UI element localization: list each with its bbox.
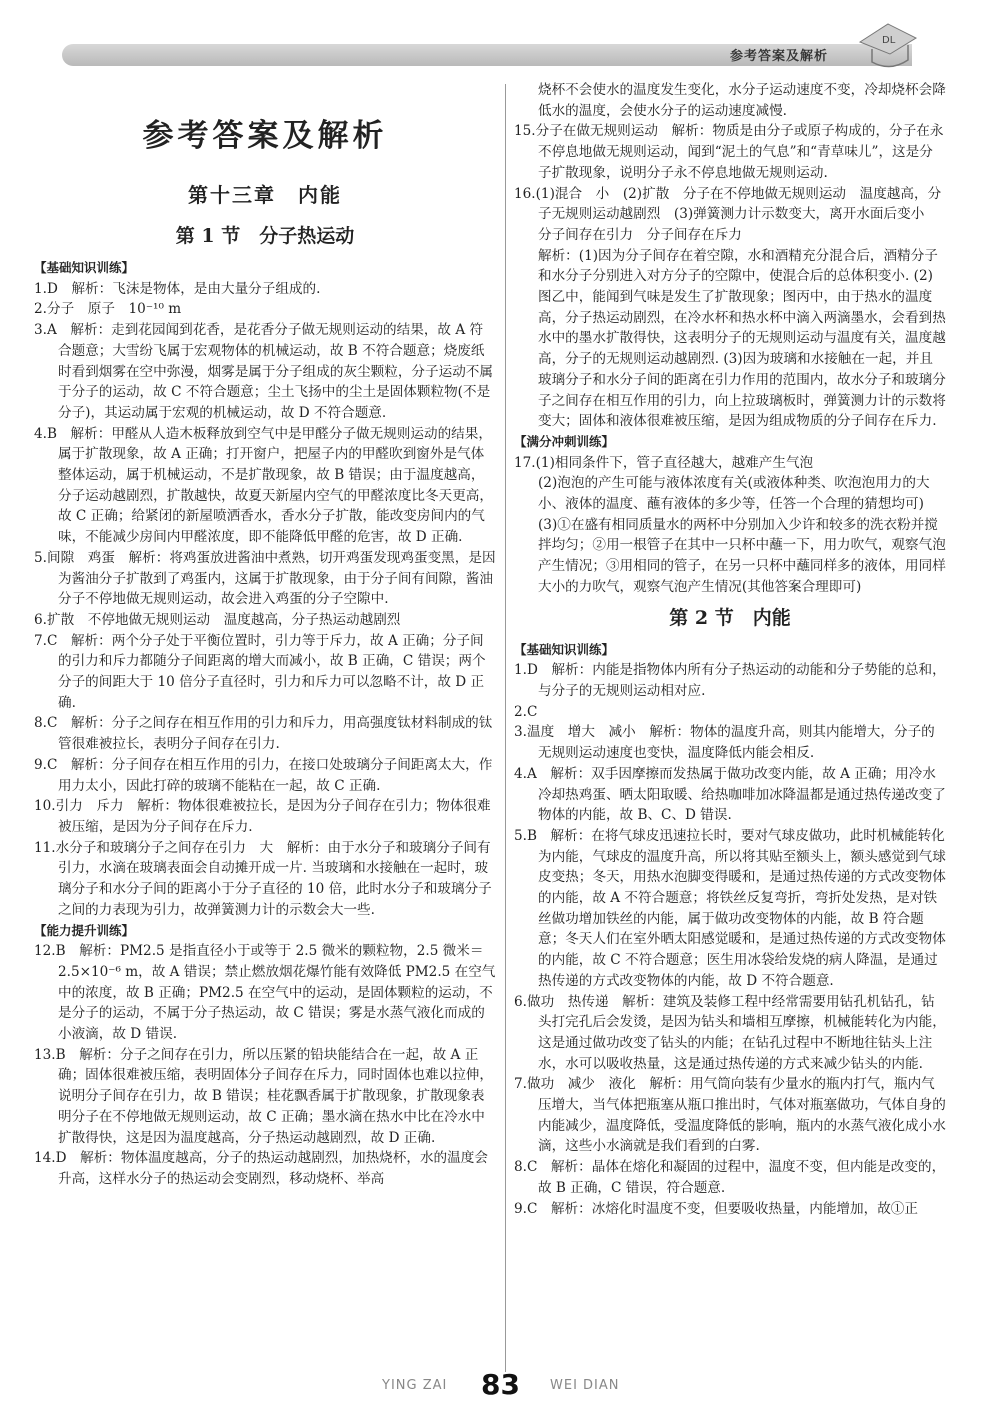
page-header [62,36,920,72]
section-title-2: 第 2 节 内能 [669,606,791,629]
answer-item: 8.C 解析：分子之间存在相互作用的引力和斥力，用高强度钛材料制成的钛管很难被拉长，表明分子间存在引力. [34,715,493,753]
page-footer [0,1368,1000,1401]
subsection-label: 【基础知识训练】 [34,260,135,275]
footer-right-text: WEI DIAN [550,1378,620,1393]
main-title: 参考答案及解析 [142,118,388,154]
answer-item: 10.引力 斥力 解析：物体很难被拉长，是因为分子间存在引力；物体很难被压缩，是因为分子间存在斥力. [34,798,491,835]
answer-item: 4.B 解析：甲醛从人造木板释放到空气中是甲醛分子做无规则运动的结果，属于扩散现象，故 A 正确；打开窗户，把屋子内的甲醛吹到窗外是气体整体运动，属于机械运动，不是扩散现象，故 B 错误；由于温度越高，分子运动越剧烈，扩散越快，故夏天新屋内空气的甲醛浓度比冬天更高，故 C 正确；给紧闭的新屋喷洒香水，香水分子扩散，能改变房间内的气味，不能减少房间内甲醛浓度，即不能降低甲醛的危害，故 D 正确. [34,425,493,546]
answer-explanation: 解析：(1)因为分子间存在着空隙，水和酒精充分混合后，酒精分子和水分子分别进入对方分子的空隙中，使混合后的总体积变小. (2)图乙中，能闻到气味是发生了扩散现象；图丙中，由于热水的温度高，分子热运动剧烈，在冷水杯和热水杯中滴入两滴墨水，会看到热水中的墨水扩散得快，这表明分子的无规则运动与温度有关，温度越高，分子的无规则运动越剧烈. (3)因为玻璃和水接触在一起，并且玻璃分子和水分子间的距离在引力作用的范围内，故水分子和玻璃分子之间存在相互作用的引力，向上拉玻璃板时，弹簧测力计的示数将变大；固体和液体很难被压缩，是因为组成物质的分子间存在斥力. [538,247,946,430]
answer-item: 16.(1)混合 小 (2)扩散 分子在不停地做无规则运动 温度越高，分子无规则运动越剧烈 (3)弹簧测力计示数变大，离开水面后变小 分子间存在引力 分子间存在斥力 [514,185,942,243]
answer-item: 6.做功 热传递 解析：建筑及装修工程中经常需要用钻孔机钻孔，钻头打完孔后会发烫，是因为钻头和墙相互摩擦，机械能转化为内能，这是通过做功改变了钻头的内能；在钻孔过程中不断地往钻头上注水，水可以吸收热量，这是通过热传递的方式来减少钻头的内能. [514,993,946,1072]
subsection-label: 【满分冲刺训练】 [514,433,615,449]
subsection-label: 【基础知识训练】 [514,641,615,657]
answer-continuation: (2)泡泡的产生可能与液体浓度有关(或液体种类、吹泡泡用力的大小、液体的温度、蘸有液体的多少等，任答一个合理的猜想均可) [538,475,930,513]
answer-item: 7.C 解析：两个分子处于平衡位置时，引力等于斥力，故 A 正确；分子间的引力和斥力都随分子间距离的增大而减小，故 B 正确，C 错误；两个分子的间距大于 10 倍分子直径时，引力和斥力可以忽略不计，故 D 正确. [34,632,486,711]
answer-item: 3.A 解析：走到花园闻到花香，是花香分子做无规则运动的结果，故 A 符合题意；大雪纷飞属于宏观物体的机械运动，故 B 不符合题意；烧废纸时看到烟雾在空中弥漫，烟雾是属于分子组成的灰尘颗粒，分子运动不属于分子的运动，故 C 不符合题意；尘土飞扬中的尘土是固体颗粒物(不是分子)，其运动属于宏观的机械运动，故 D 不符合题意. [34,322,493,421]
column-divider [505,84,506,1372]
answer-item: 1.D 解析：飞沫是物体，是由大量分子组成的. [34,280,321,297]
page-number: 83 [481,1368,520,1401]
answer-item: 1.D 解析：内能是指物体内所有分子热运动的动能和分子势能的总和，与分子的无规则运动相对应. [514,662,946,699]
answer-item: 17.(1)相同条件下，管子直径越大，越难产生气泡 [514,454,814,471]
answer-item: 7.做功 减少 液化 解析：用气筒向装有少量水的瓶内打气，瓶内气压增大，当气体把瓶塞从瓶口推出时，气体对瓶塞做功，气体自身的内能减少，温度降低，受温度降低的影响，瓶内的水蒸气液化成小水滴，这些小水滴就是我们看到的白雾. [514,1076,946,1155]
answer-continuation: (3)①在盛有相同质量水的两杯中分别加入少许和较多的洗衣粉并搅拌均匀；②用一根管子在其中一只杯中蘸一下，用力吹气，观察气泡产生情况；③用相同的管子，在另一只杯中蘸同样多的液体，用同样大小的力吹气，观察气泡产生情况(其他答案合理即可) [538,516,946,595]
answer-item: 11.水分子和玻璃分子之间存在引力 大 解析：由于水分子和玻璃分子间有引力，水滴在玻璃表面会自动摊开成一片. 当玻璃和水接触在一起时，玻璃分子和水分子间的距离小于分子直径的 10 倍，此时水分子和玻璃分子之间的力表现为引力，故弹簧测力计的示数会大一些. [34,839,492,918]
answer-item: 9.C 解析：冰熔化时温度不变，但要吸收热量，内能增加，故①正 [514,1200,918,1217]
section-title-1: 第 1 节 分子热运动 [175,225,355,247]
subsection-label: 【能力提升训练】 [34,922,135,938]
left-column [34,80,496,1190]
answer-item: 2.C [514,703,538,720]
answer-item: 5.B 解析：在将气球皮迅速拉长时，要对气球皮做功，此时机械能转化为内能，气球皮的温度升高，所以将其贴至额头上，额头感觉到气球皮变热；冬天，用热水泡脚变得暖和，是通过热传递的方式改变物体的内能，故 A 不符合题意；将铁丝反复弯折，弯折处发热，是对铁丝做功增加铁丝的内能，属于做功改变物体的内能，故 B 符合题意；冬天人们在室外晒太阳感觉暖和，是通过热传递的方式改变物体的内能，故 C 不符合题意；医生用冰袋给发烧的病人降温，是通过热传递的方式改变物体的内能，故 D 不符合题意. [514,827,946,989]
answer-item: 6.扩散 不停地做无规则运动 温度越高，分子热运动越剧烈 [34,611,401,628]
answer-item: 4.A 解析：双手因摩擦而发热属于做功改变内能，故 A 正确；用冷水冷却热鸡蛋、晒太阳取暖、给热咖啡加冰降温都是通过热传递改变了物体的内能，故 B、C、D 错误. [514,765,946,824]
answer-item: 2.分子 原子 10⁻¹⁰ m [34,301,182,318]
chapter-title: 第十三章 内能 [188,183,342,207]
footer-left-text: YING ZAI [382,1378,448,1393]
answer-item: 14.D 解析：物体温度越高，分子的热运动越剧烈，加热烧杯，水的温度会升高，这样水分子的热运动会变剧烈，移动烧杯、举高 [34,1150,488,1187]
answer-item: 13.B 解析：分子之间存在引力，所以压紧的铅块能结合在一起，故 A 正确；固体很难被压缩，表明固体分子间存在斥力，同时固体也难以拉伸，说明分子间存在引力，故 B 错误；桂花飘香属于扩散现象，扩散现象表明分子在不停地做无规则运动，故 C 正确；墨水滴在热水中比在冷水中扩散得快，这是因为温度越高，分子热运动越剧烈，故 D 正确. [34,1046,493,1146]
answer-item: 3.温度 增大 减小 解析：物体的温度升高，则其内能增大，分子的无规则运动速度也变快，温度降低内能会相反. [514,724,935,762]
answer-item: 9.C 解析：分子间存在相互作用的引力，在接口处玻璃分子间距离太大，作用力太小，因此打碎的玻璃不能粘在一起，故 C 正确. [34,756,493,794]
publisher-logo-icon [850,18,920,76]
right-column [514,80,946,1219]
answer-item: 5.间隙 鸡蛋 解析：将鸡蛋放进酱油中煮熟，切开鸡蛋发现鸡蛋变黑，是因为酱油分子扩散到了鸡蛋内，这属于扩散现象，由于分子间有间隙，酱油分子不停地做无规则运动，故会进入鸡蛋的分子空隙中. [34,549,496,608]
answer-item: 15.分子在做无规则运动 解析：物质是由分子或原子构成的，分子在永不停息地做无规则运动，闻到“泥土的气息”和“青草味儿”，这是分子扩散现象，说明分子永不停息地做无规则运动. [514,123,944,181]
header-title: 参考答案及解析 [729,49,828,64]
answer-item: 8.C 解析：晶体在熔化和凝固的过程中，温度不变，但内能是改变的，故 B 正确，C 错误，符合题意. [514,1159,946,1196]
answer-item: 12.B 解析：PM2.5 是指直径小于或等于 2.5 微米的颗粒物，2.5 微米＝2.5×10⁻⁶ m，故 A 错误；禁止燃放烟花爆竹能有效降低 PM2.5 在空气中的浓度，故 B 正确；PM2.5 在空气中的运动，是固体颗粒的运动，不是分子的运动，不属于分子热运动，故 C 错误；雾是水蒸气液化而成的小液滴，故 D 错误. [34,943,496,1043]
answer-continuation: 烧杯不会使水的温度发生变化，水分子运动速度不变，冷却烧杯会降低水的温度，会使水分子的运动速度减慢. [538,82,946,119]
logo-text: DL [882,35,896,46]
